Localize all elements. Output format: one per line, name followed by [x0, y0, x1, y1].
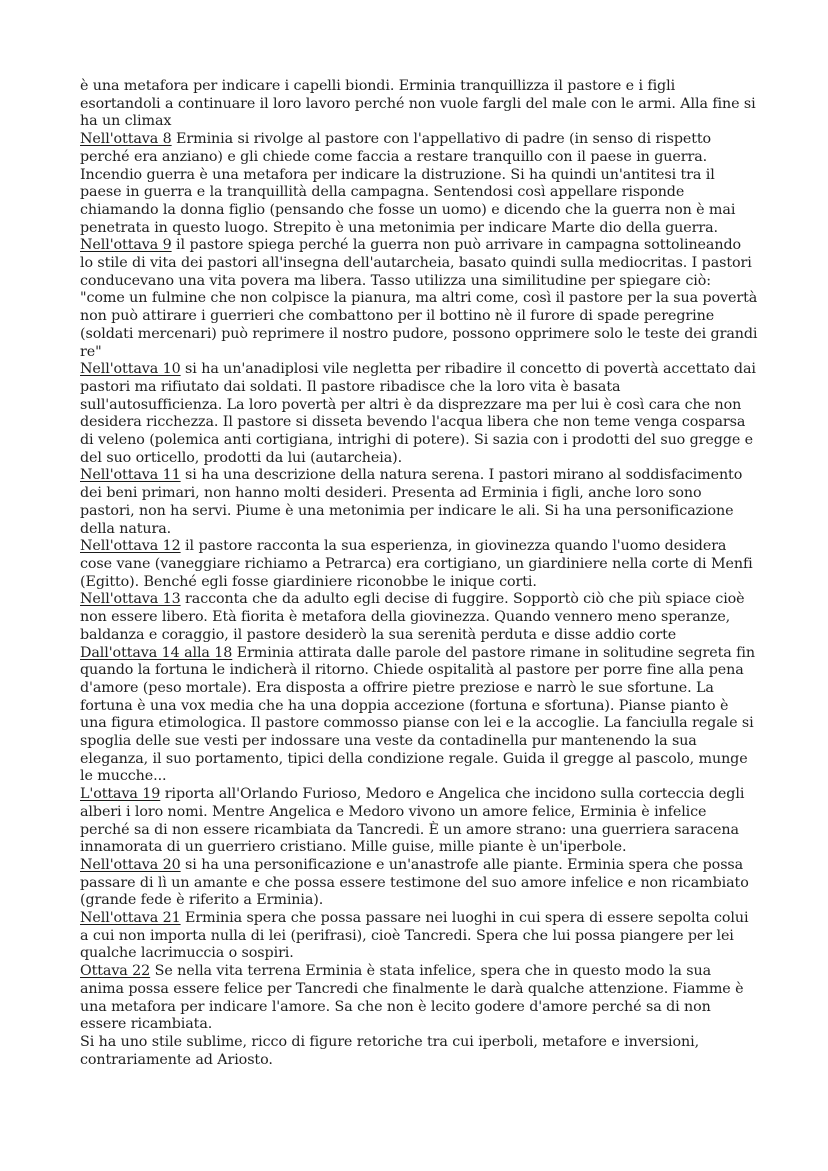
section-text: racconta che da adulto egli decise di fuggire. Sopportò ciò che più spiace cioè non essere libero. Età fiorita è metafora della giovinezza. Quando vennero meno speranze, baldanza e coraggio, il pastore desiderò la sua serenità perduta e disse addio corte — [80, 591, 745, 643]
paragraph-ottava-14-18 — [80, 645, 758, 787]
paragraph-ottava-10 — [80, 361, 758, 467]
section-text: Se nella vita terrena Erminia è stata infelice, spera che in questo modo la sua anima possa essere felice per Tancredi che finalmente le darà qualche attenzione. Fiamme è una metafora per indicare l'amore. Sa che non è lecito godere d'amore perché sa di non essere ricambiata. — [80, 963, 744, 1033]
paragraph-ottava-8 — [80, 131, 758, 237]
section-heading: Dall'ottava 14 alla 18 — [80, 644, 233, 661]
section-text: riporta all'Orlando Furioso, Medoro e Angelica che incidono sulla corteccia degli alberi i loro nomi. Mentre Angelica e Medoro vivono un amore felice, Erminia è infelice perché sa di non essere ricambiata da Tancredi. È un amore strano: una guerriera saracena innamorata di un guerriero cristiano. Mille guise, mille piante è un'iperbole. — [80, 786, 745, 856]
paragraph-ottava-19 — [80, 786, 758, 857]
section-heading: Nell'ottava 9 — [80, 237, 172, 254]
section-heading: Nell'ottava 20 — [80, 856, 181, 873]
paragraph-ottava-12 — [80, 538, 758, 591]
section-text: Erminia spera che possa passare nei luoghi in cui spera di essere sepolta colui a cui non importa nulla di lei (perifrasi), cioè Tancredi. Spera che lui possa piangere per lei qualche lacrimuccia o sospiri. — [80, 910, 749, 962]
conclusion-paragraph: Si ha uno stile sublime, ricco di figure retoriche tra cui iperboli, metafore e inversioni, contrariamente ad Ariosto. — [80, 1033, 700, 1068]
section-text: il pastore spiega perché la guerra non può arrivare in campagna sottolineando lo stile di vita dei pastori all'insegna dell'autarcheia, basato quindi sulla mediocritas. I pastori conducevano una vita povera ma libera. Tasso utilizza una similitudine per spiegare ciò: "come un fulmine che non colpisce la pianura, ma altri come, così il pastore per la sua povertà non può attirare i guerrieri che combattono per il bottino nè il furore di spade peregrine (soldati mercenari) può reprimere il nostro pudore, possono opprimere solo le teste dei grandi re" — [80, 237, 758, 360]
section-heading: L'ottava 19 — [80, 786, 161, 803]
section-text: si ha una personificazione e un'anastrofe alle piante. Erminia spera che possa passare di lì un amante e che possa essere testimone del suo amore infelice e non ricambiato (grande fede è riferito a Erminia). — [80, 856, 749, 909]
section-text: si ha una descrizione della natura serena. I pastori mirano al soddisfacimento dei beni primari, non hanno molti desideri. Presenta ad Erminia i figli, anche loro sono pastori, non ha servi. Piume è una metonimia per indicare le ali. Si ha una personificazione della natura. — [80, 467, 743, 537]
section-heading: Nell'ottava 12 — [80, 538, 181, 555]
paragraph-ottava-21 — [80, 910, 758, 963]
paragraph-ottava-9 — [80, 237, 758, 361]
section-heading: Ottava 22 — [80, 963, 151, 980]
intro-paragraph: è una metafora per indicare i capelli biondi. Erminia tranquillizza il pastore e i figli esortandoli a continuare il loro lavoro perché non vuole fargli del male con le armi. Alla fine si ha un climax — [80, 78, 756, 130]
section-text: si ha un'anadiplosi vile negletta per ribadire il concetto di povertà accettato dai pastori ma rifiutato dai soldati. Il pastore ribadisce che la loro vita è basata sull'autosufficienza. La loro povertà per altri è da disprezzare ma per lui è così cara che non desidera ricchezza. Il pastore si disseta bevendo l'acqua libera che non teme venga cosparsa di veleno (polemica anti cortigiana, intrighi di potere). Si sazia con i prodotti del suo gregge e del suo orticello, prodotti da lui (autarcheia). — [80, 361, 756, 466]
section-text: il pastore racconta la sua esperienza, in giovinezza quando l'uomo desidera cose vane (vaneggiare richiamo a Petrarca) era cortigiano, un giardiniere nella corte di Menfi (Egitto). Benché egli fosse giardiniere riconobbe le inique corti. — [80, 538, 753, 590]
paragraph-ottava-11 — [80, 467, 758, 538]
paragraph-ottava-22 — [80, 963, 758, 1034]
section-heading: Nell'ottava 8 — [80, 131, 172, 148]
section-heading: Nell'ottava 10 — [80, 361, 181, 378]
paragraph-ottava-13 — [80, 591, 758, 644]
section-heading: Nell'ottava 11 — [80, 467, 181, 484]
section-heading: Nell'ottava 13 — [80, 591, 181, 608]
paragraph-ottava-20 — [80, 857, 758, 910]
section-text: Erminia si rivolge al pastore con l'appellativo di padre (in senso di rispetto perché era anziano) e gli chiede come faccia a restare tranquillo con il paese in guerra. Incendio guerra è una metafora per indicare la distruzione. Si ha quindi un'antitesi tra il paese in guerra e la tranquillità della campagna. Sentendosi così appellare risponde chiamando la donna figlio (pensando che fosse un uomo) e dicendo che la guerra non è mai penetrata in questo luogo. Strepito è una metonimia per indicare Marte dio della guerra. — [80, 131, 736, 236]
section-heading: Nell'ottava 21 — [80, 910, 181, 927]
section-text: Erminia attirata dalle parole del pastore rimane in solitudine segreta fin quando la fortuna le indicherà il ritorno. Chiede ospitalità al pastore per porre fine alla pena d'amore (peso mortale). Era disposta a offrire pietre preziose e narrò le sue sfortune. La fortuna è una vox media che ha una doppia accezione (fortuna e sfortuna). Pianse pianto è una figura etimologica. Il pastore commosso pianse con lei e la accoglie. La fanciulla regale si spoglia delle sue vesti per indossare una veste da contadinella pur mantenendo la sua eleganza, il suo portamento, tipici della condizione regale. Guida il gregge al pascolo, munge le mucche... — [80, 644, 755, 785]
document-page — [80, 78, 758, 1069]
